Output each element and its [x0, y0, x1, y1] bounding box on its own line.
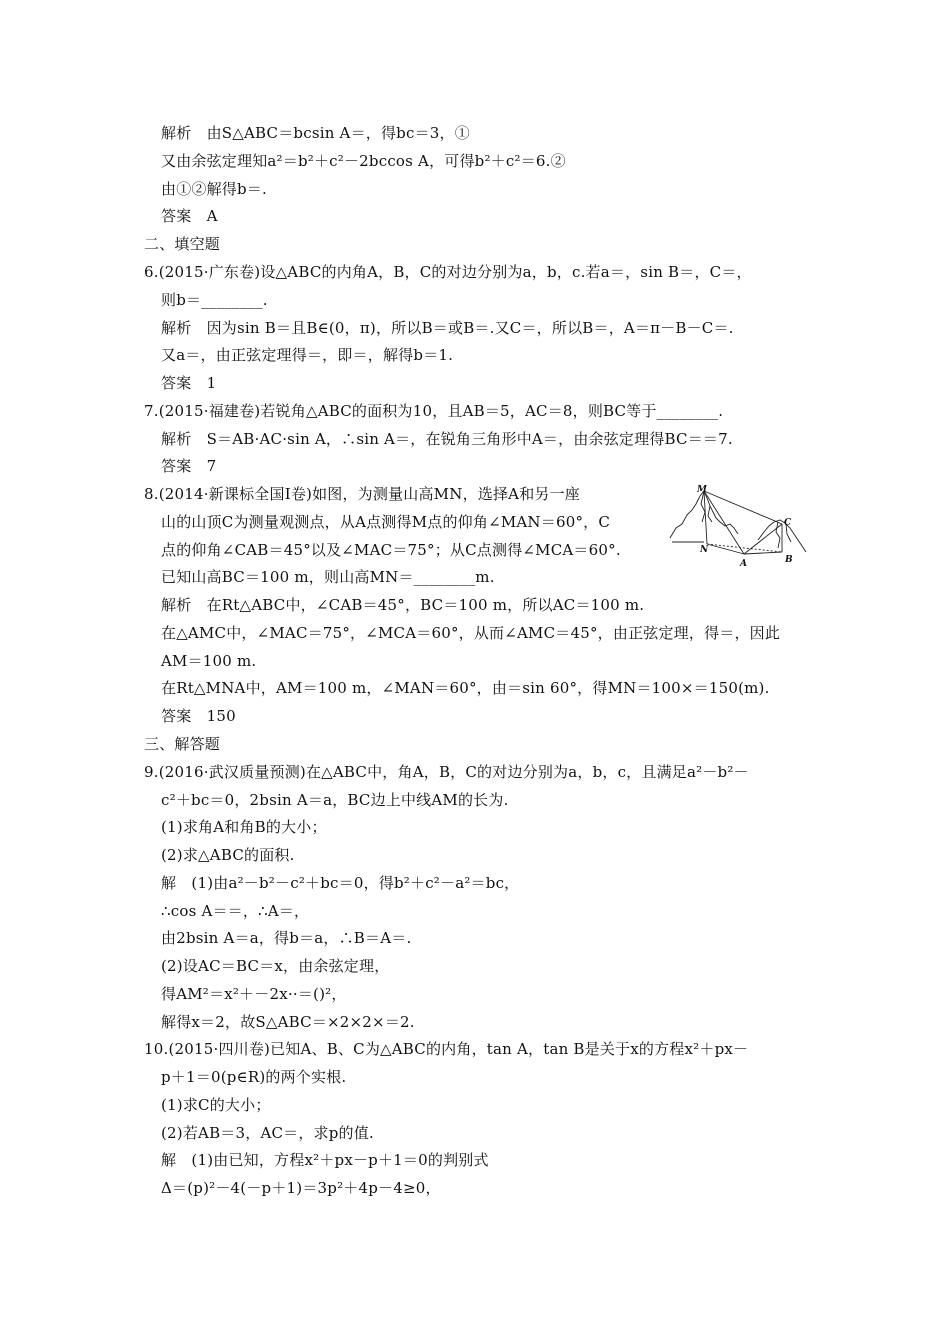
segment-ac — [744, 524, 782, 554]
text-line: AM＝100 m. — [161, 652, 257, 670]
question-line: 8.(2014·新课标全国Ⅰ卷)如图，为测量山高MN，选择A和另一座 — [144, 485, 581, 503]
text-line: 解析 由S△ABC＝bcsin A＝，得bc＝3，① — [161, 124, 470, 142]
section-heading: 二、填空题 — [144, 235, 221, 253]
segment-mc — [704, 491, 782, 524]
text-line: 山的山顶C为测量观测点，从A点测得M点的仰角∠MAN＝60°，C — [161, 513, 611, 531]
answer-line: 答案 A — [161, 207, 218, 225]
segment-ab — [744, 552, 782, 554]
answer-line: 答案 1 — [161, 374, 217, 392]
text-line: p＋1＝0(p∈R)的两个实根. — [161, 1068, 347, 1086]
text-line: ∴cos A＝＝，∴A＝， — [161, 902, 310, 920]
text-line: (2)设AC＝BC＝x，由余弦定理， — [161, 957, 390, 975]
label-b: B — [785, 555, 793, 565]
text-line: 解析 因为sin B＝且B∈(0，π)，所以B＝或B＝.又C＝，所以B＝，A＝π－B－C＝. — [161, 319, 734, 337]
question-line: 9.(2016·武汉质量预测)在△ABC中，角A，B，C的对边分别为a，b，c，且满足a²－b²－ — [144, 763, 749, 781]
text-line: Δ＝(p)²－4(－p＋1)＝3p²＋4p－4≥0， — [161, 1179, 441, 1197]
text-line: 则b＝________. — [161, 291, 268, 309]
text-line: 在△AMC中，∠MAC＝75°，∠MCA＝60°，从而∠AMC＝45°，由正弦定理，得＝，因此 — [161, 624, 781, 642]
answer-line: 答案 150 — [161, 707, 236, 725]
text-line: 解 (1)由a²－b²－c²＋bc＝0，得b²＋c²－a²＝bc， — [161, 874, 520, 892]
text-line: 已知山高BC＝100 m，则山高MN＝________m. — [161, 568, 495, 586]
text-line: (1)求角A和角B的大小； — [161, 818, 327, 836]
label-m: M — [697, 485, 707, 495]
text-line: c²＋bc＝0，2bsin A＝a，BC边上中线AM的长为. — [161, 791, 509, 809]
question-line: 6.(2015·广东卷)设△ABC的内角A，B，C的对边分别为a，b，c.若a＝，sin B＝，C＝， — [144, 263, 752, 281]
question-line: 7.(2015·福建卷)若锐角△ABC的面积为10，且AB＝5，AC＝8，则BC等于________. — [144, 402, 724, 420]
text-line: 又由余弦定理知a²＝b²＋c²－2bccos A，可得b²＋c²＝6.② — [161, 152, 566, 170]
question-line: 10.(2015·四川卷)已知A、B、C为△ABC的内角，tan A，tan B是关于x的方程x²＋px－ — [144, 1040, 749, 1058]
text-line: (2)求△ABC的面积. — [161, 846, 295, 864]
text-line: 解析 在Rt△ABC中，∠CAB＝45°，BC＝100 m，所以AC＝100 m. — [161, 596, 645, 614]
text-line: (1)求C的大小； — [161, 1096, 271, 1114]
text-line: 得AM²＝x²＋－2x··＝()²， — [161, 985, 347, 1003]
text-line: (2)若AB＝3，AC＝，求p的值. — [161, 1124, 374, 1142]
label-a: A — [740, 559, 747, 569]
text-line: 点的仰角∠CAB＝45°以及∠MAC＝75°；从C点测得∠MCA＝60°. — [161, 541, 621, 559]
label-c: C — [784, 518, 792, 528]
text-line: 解得x＝2，故S△ABC＝×2×2×＝2. — [161, 1013, 415, 1031]
text-line: 由2bsin A＝a，得b＝a，∴B＝A＝. — [161, 929, 412, 947]
text-line: 解 (1)由已知，方程x²＋px－p＋1＝0的判别式 — [161, 1151, 489, 1169]
text-line: 又a＝，由正弦定理得＝，即＝，解得b＝1. — [161, 346, 454, 364]
answer-line: 答案 7 — [161, 457, 217, 475]
segment-nb — [707, 544, 782, 552]
segment-mn — [704, 491, 707, 544]
text-line: 在Rt△MNA中，AM＝100 m，∠MAN＝60°，由＝sin 60°，得MN＝100×＝150(m). — [161, 679, 770, 697]
section-heading: 三、解答题 — [144, 735, 221, 753]
label-n: N — [700, 545, 709, 555]
mountain-figure — [668, 482, 810, 570]
text-line: 由①②解得b＝. — [161, 180, 267, 198]
text-line: 解析 S＝AB·AC·sin A，∴sin A＝，在锐角三角形中A＝，由余弦定理得BC＝＝7. — [161, 430, 733, 448]
